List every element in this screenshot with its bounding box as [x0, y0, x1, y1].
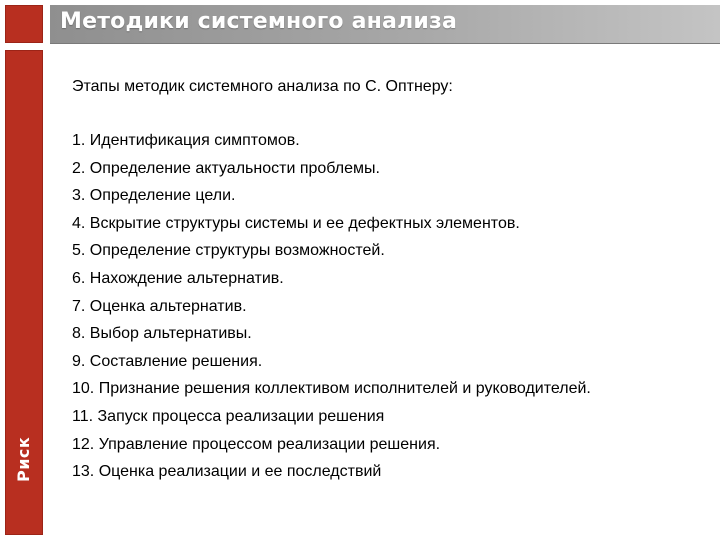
corner-accent-square — [5, 5, 43, 43]
step-item: 2. Определение актуальности проблемы. — [72, 159, 380, 177]
step-item: 6. Нахождение альтернатив. — [72, 269, 284, 287]
step-item: 3. Определение цели. — [72, 187, 236, 205]
step-item: 5. Определение структуры возможностей. — [72, 242, 385, 260]
side-bar — [5, 50, 43, 535]
step-item: 11. Запуск процесса реализации решения — [72, 407, 385, 425]
slide-title: Методики системного анализа — [60, 9, 458, 34]
step-item: 1. Идентификация симптомов. — [72, 132, 300, 149]
slide-content — [72, 77, 700, 486]
step-item: 13. Оценка реализации и ее последствий — [72, 463, 382, 481]
step-item: 8. Выбор альтернативы. — [72, 325, 252, 343]
title-bar — [50, 5, 720, 44]
steps-list — [72, 127, 700, 486]
step-item: 10. Признание решения коллективом исполнителей и руководителей. — [72, 380, 591, 398]
side-label: Риск — [14, 436, 33, 482]
intro-text: Этапы методик системного анализа по С. Оптнеру: — [72, 78, 453, 95]
step-item: 12. Управление процессом реализации решения. — [72, 435, 441, 453]
step-item: 9. Составление решения. — [72, 352, 263, 370]
step-item: 4. Вскрытие структуры системы и ее дефектных элементов. — [72, 214, 520, 232]
step-item: 7. Оценка альтернатив. — [72, 297, 247, 315]
